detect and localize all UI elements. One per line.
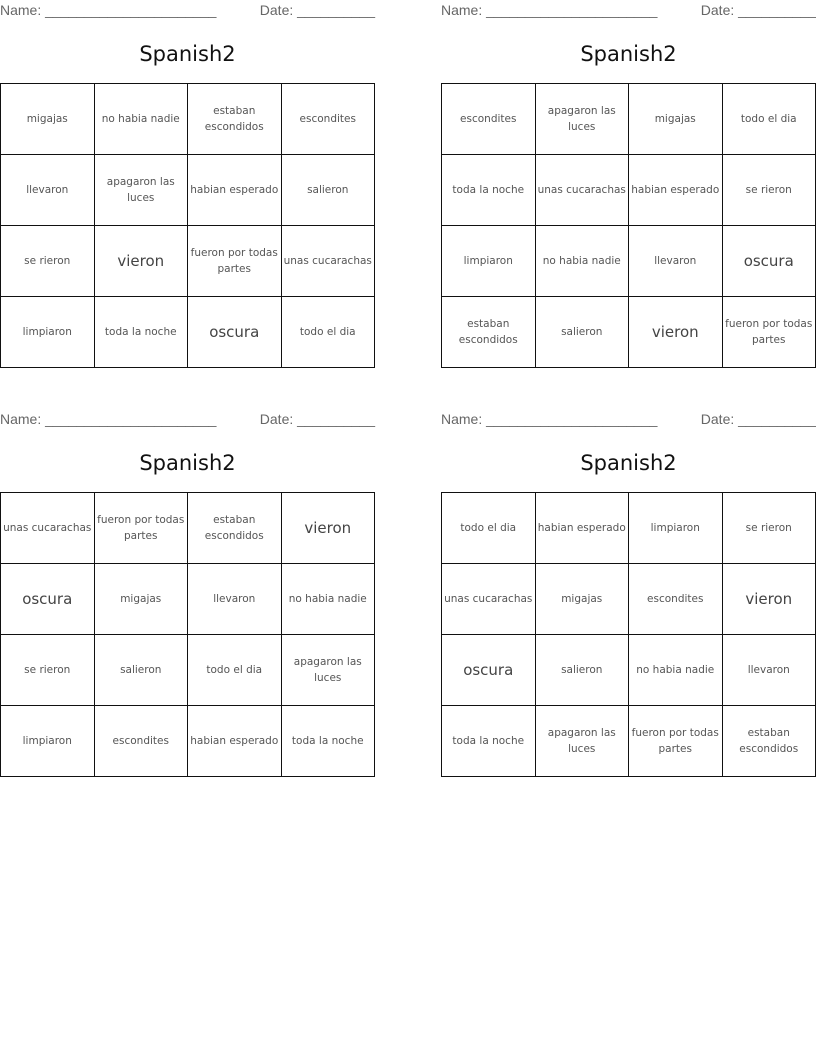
bingo-cell: vieron: [629, 297, 723, 368]
grid-row: [1, 155, 375, 226]
bingo-cell: apagaron las luces: [535, 84, 629, 155]
bingo-cell: escondites: [442, 84, 536, 155]
bingo-cell: no habia nadie: [281, 564, 375, 635]
name-field: Name: ______________________: [0, 2, 217, 18]
card-title: Spanish2: [139, 451, 236, 475]
card-title: Spanish2: [139, 42, 236, 66]
card-header: [441, 2, 816, 22]
bingo-cell: toda la noche: [442, 706, 536, 777]
bingo-cell: escondites: [94, 706, 188, 777]
grid-row: [1, 635, 375, 706]
bingo-grid: [441, 83, 816, 368]
bingo-cell: limpiaron: [442, 226, 536, 297]
bingo-cell: se rieron: [1, 226, 95, 297]
card-title: Spanish2: [580, 42, 677, 66]
grid-row: [442, 226, 816, 297]
date-field: Date: __________: [700, 411, 816, 427]
bingo-cell: llevaron: [722, 635, 816, 706]
bingo-cell: vieron: [281, 493, 375, 564]
card-header: [0, 411, 375, 431]
bingo-cell: oscura: [188, 297, 282, 368]
bingo-cell: habian esperado: [188, 706, 282, 777]
bingo-cell: fueron por todas partes: [94, 493, 188, 564]
bingo-cell: todo el dia: [188, 635, 282, 706]
bingo-cell: todo el dia: [722, 84, 816, 155]
bingo-grid: [0, 83, 375, 368]
bingo-cell: apagaron las luces: [94, 155, 188, 226]
bingo-cell: limpiaron: [629, 493, 723, 564]
bingo-cell: unas cucarachas: [281, 226, 375, 297]
grid-row: [442, 155, 816, 226]
bingo-cell: unas cucarachas: [1, 493, 95, 564]
bingo-cell: llevaron: [188, 564, 282, 635]
bingo-cell: vieron: [722, 564, 816, 635]
bingo-cell: estaban escondidos: [442, 297, 536, 368]
bingo-cell: fueron por todas partes: [188, 226, 282, 297]
name-field: Name: ______________________: [441, 2, 658, 18]
bingo-cell: apagaron las luces: [535, 706, 629, 777]
bingo-cell: se rieron: [722, 155, 816, 226]
bingo-cell: salieron: [535, 297, 629, 368]
grid-row: [442, 493, 816, 564]
bingo-cell: habian esperado: [629, 155, 723, 226]
bingo-cell: se rieron: [1, 635, 95, 706]
bingo-cell: no habia nadie: [629, 635, 723, 706]
grid-row: [1, 226, 375, 297]
bingo-cell: oscura: [442, 635, 536, 706]
date-field: Date: __________: [259, 2, 375, 18]
card-header: [0, 2, 375, 22]
bingo-cell: estaban escondidos: [188, 493, 282, 564]
bingo-cell: migajas: [1, 84, 95, 155]
grid-row: [442, 706, 816, 777]
bingo-cell: fueron por todas partes: [629, 706, 723, 777]
bingo-cell: migajas: [94, 564, 188, 635]
bingo-cell: migajas: [629, 84, 723, 155]
card-title: Spanish2: [580, 451, 677, 475]
bingo-cell: limpiaron: [1, 297, 95, 368]
date-field: Date: __________: [259, 411, 375, 427]
grid-row: [1, 297, 375, 368]
bingo-cell: toda la noche: [94, 297, 188, 368]
bingo-cell: estaban escondidos: [188, 84, 282, 155]
bingo-cell: escondites: [281, 84, 375, 155]
bingo-cell: oscura: [1, 564, 95, 635]
grid-row: [442, 84, 816, 155]
bingo-cell: salieron: [281, 155, 375, 226]
bingo-cell: toda la noche: [281, 706, 375, 777]
bingo-cell: habian esperado: [188, 155, 282, 226]
bingo-cell: vieron: [94, 226, 188, 297]
card-header: [441, 411, 816, 431]
bingo-cell: unas cucarachas: [442, 564, 536, 635]
bingo-cell: limpiaron: [1, 706, 95, 777]
bingo-cell: migajas: [535, 564, 629, 635]
bingo-cell: toda la noche: [442, 155, 536, 226]
name-field: Name: ______________________: [441, 411, 658, 427]
grid-row: [442, 635, 816, 706]
bingo-cell: apagaron las luces: [281, 635, 375, 706]
bingo-cell: estaban escondidos: [722, 706, 816, 777]
bingo-cell: todo el dia: [442, 493, 536, 564]
bingo-cell: no habia nadie: [535, 226, 629, 297]
bingo-cell: escondites: [629, 564, 723, 635]
grid-row: [1, 564, 375, 635]
bingo-grid: [441, 492, 816, 777]
bingo-cell: habian esperado: [535, 493, 629, 564]
bingo-cell: oscura: [722, 226, 816, 297]
bingo-grid: [0, 492, 375, 777]
bingo-cell: todo el dia: [281, 297, 375, 368]
bingo-cell: se rieron: [722, 493, 816, 564]
bingo-cell: llevaron: [629, 226, 723, 297]
bingo-cell: salieron: [94, 635, 188, 706]
grid-row: [1, 84, 375, 155]
name-field: Name: ______________________: [0, 411, 217, 427]
bingo-cell: no habia nadie: [94, 84, 188, 155]
bingo-cell: salieron: [535, 635, 629, 706]
date-field: Date: __________: [700, 2, 816, 18]
grid-row: [442, 564, 816, 635]
grid-row: [442, 297, 816, 368]
bingo-cell: unas cucarachas: [535, 155, 629, 226]
bingo-cell: llevaron: [1, 155, 95, 226]
grid-row: [1, 706, 375, 777]
grid-row: [1, 493, 375, 564]
bingo-cell: fueron por todas partes: [722, 297, 816, 368]
